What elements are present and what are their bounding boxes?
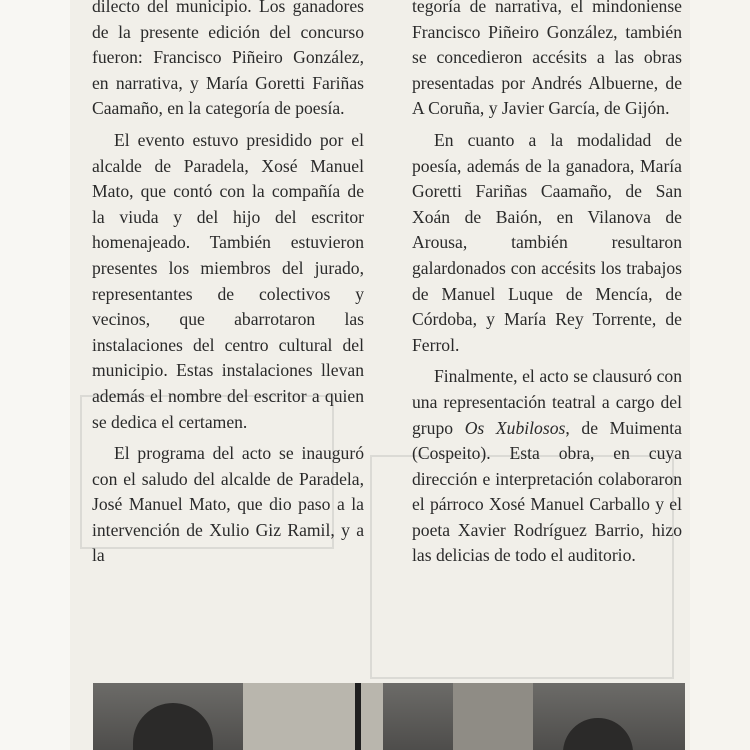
article-paragraph: En cuanto a la modalidad de poesía, además de la ganadora, María Goretti Fariñas Caamaño, de San Xoán de Baión, en Vilanova de Arousa, también resultaron galardonados con accésits los trabajos de Manuel Luque de Mencía, de Córdoba, y María Rey Torrente, de Ferrol.	[412, 129, 682, 355]
page-margin	[0, 0, 70, 750]
article-paragraph	[412, 364, 682, 569]
article-column-right	[412, 0, 682, 569]
paragraph-text: Finalmente, el acto se clausuró con una representación teatral a cargo del grupo	[412, 366, 682, 438]
article-paragraph: dilecto del municipio. Los ganadores de la presente edición del concurso fueron: Francisco Piñeiro González, en narrativa, y María Goretti Fariñas Caamaño, en la categoría de poesía.	[92, 0, 364, 119]
article-paragraph: El programa del acto se inauguró con el saludo del alcalde de Paradela, José Manuel Mato, que dio paso a la intervención de Xulio Giz Ramil, y a la	[92, 443, 364, 566]
article-paragraph: tegoría de narrativa, el mindoniense Francisco Piñeiro González, también se concedieron accésits a las obras presentadas por Andrés Albuerne, de A Coruña, y Javier García, de Gijón.	[412, 0, 682, 119]
theatre-group-name: Os Xubilosos	[464, 417, 566, 438]
photo-person-silhouette	[133, 703, 213, 750]
article-paragraph: El evento estuvo presidido por el alcalde de Paradela, Xosé Manuel Mato, que contó con la compañía de la viuda y del hijo del escritor homenajeado. También estuvieron presentes los miembros del jurado, representantes de colectivos y vecinos, que abarrotaron las instalaciones del centro cultural del municipio. Estas instalaciones llevan además el nombre del escritor a quien se dedica el certamen.	[92, 129, 364, 432]
photo-wall	[243, 683, 383, 750]
article-photo	[93, 683, 685, 750]
photo-microphone-stand	[355, 683, 361, 750]
photo-wall	[453, 683, 533, 750]
article-column-left	[92, 0, 364, 569]
photo-person-silhouette	[563, 718, 633, 750]
paragraph-text: , de Muimenta (Cospeito). Esta obra, en cuya dirección e interpretación colaboraron el párroco Xosé Manuel Carballo y el poeta Xavier Rodríguez Barrio, hizo las delicias de todo el auditorio.	[412, 417, 682, 566]
